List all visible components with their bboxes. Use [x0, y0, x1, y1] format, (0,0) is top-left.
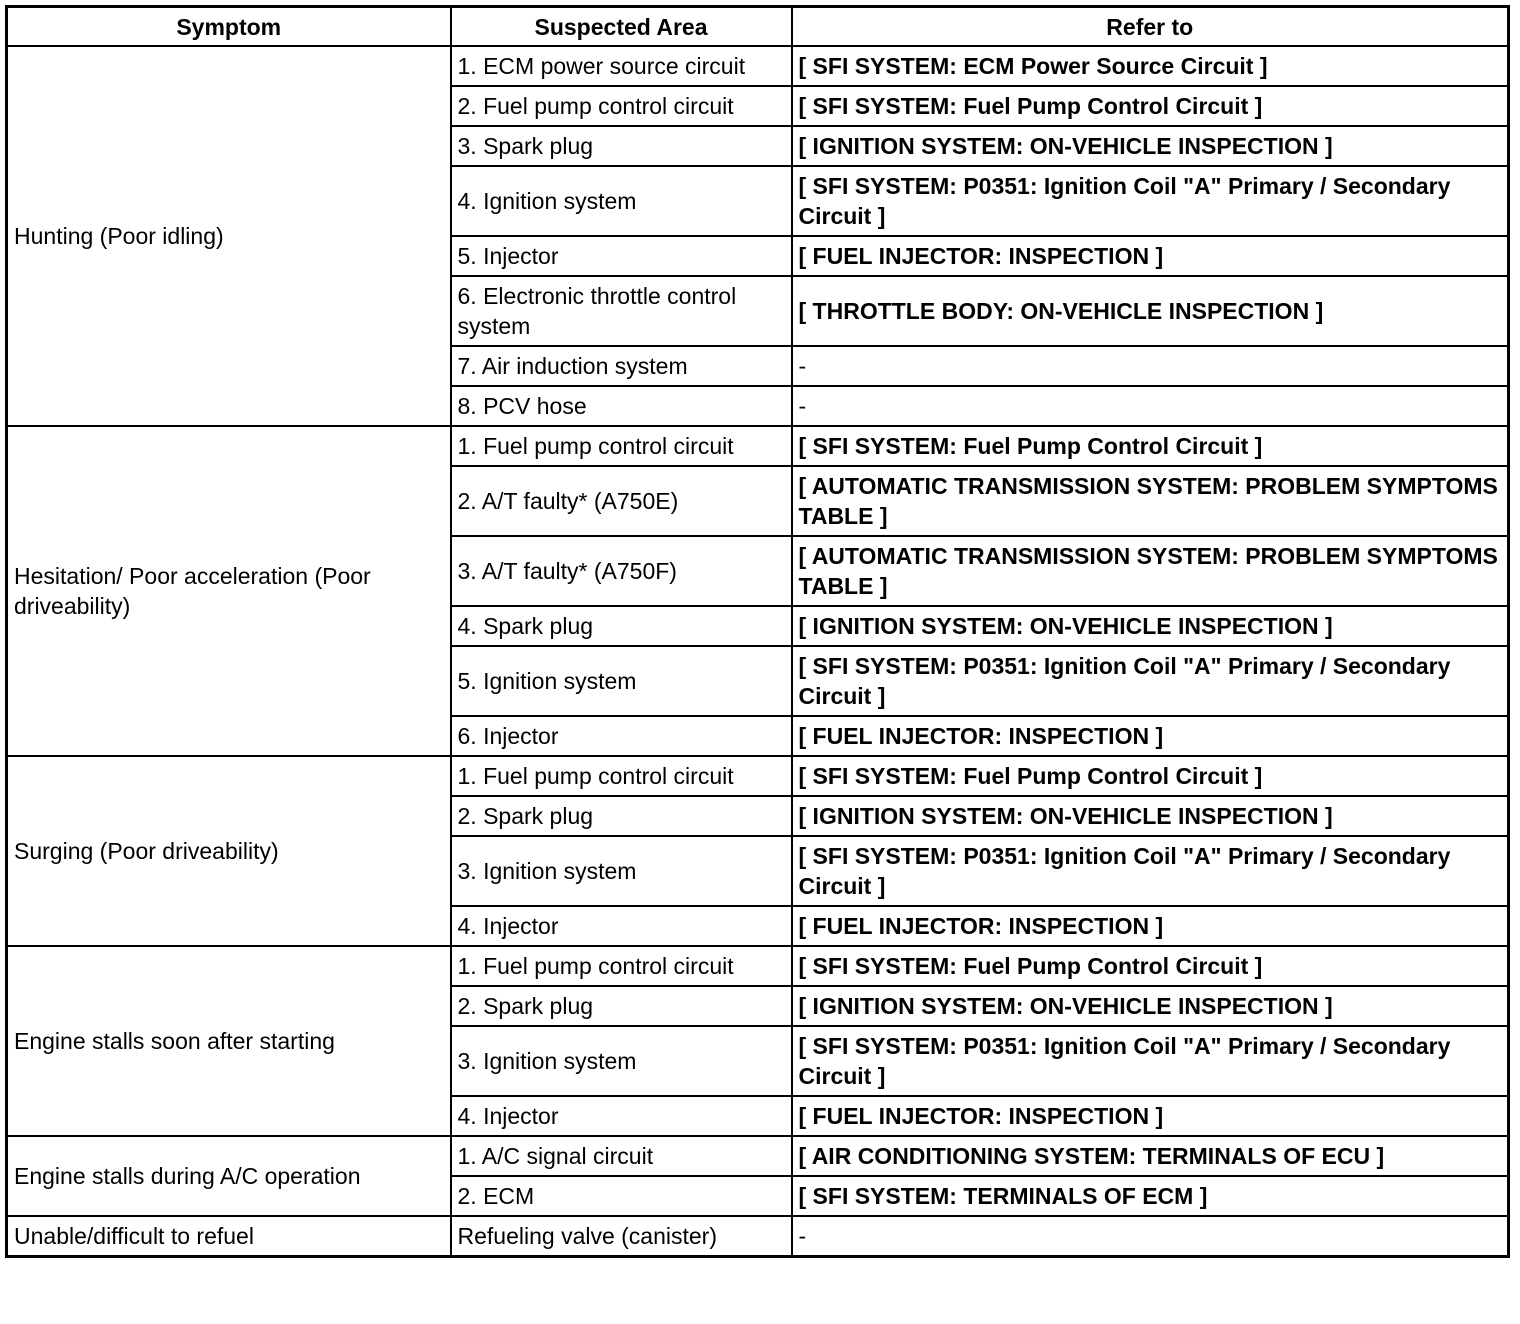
header-row — [7, 7, 1509, 47]
refer-to-none: - — [792, 386, 1509, 426]
suspected-area-cell: 2. Fuel pump control circuit — [451, 86, 792, 126]
refer-to-link[interactable]: [ FUEL INJECTOR: INSPECTION ] — [792, 906, 1509, 946]
refer-to-link[interactable]: [ FUEL INJECTOR: INSPECTION ] — [792, 1096, 1509, 1136]
refer-to-link[interactable]: [ IGNITION SYSTEM: ON-VEHICLE INSPECTION ] — [792, 986, 1509, 1026]
suspected-area-cell: 4. Ignition system — [451, 166, 792, 236]
suspected-area-cell: 1. Fuel pump control circuit — [451, 426, 792, 466]
header-suspected-area: Suspected Area — [451, 7, 792, 47]
header-symptom: Symptom — [7, 7, 451, 47]
refer-to-link[interactable]: [ SFI SYSTEM: TERMINALS OF ECM ] — [792, 1176, 1509, 1216]
table-row — [7, 1216, 1509, 1257]
table-row — [7, 46, 1509, 86]
suspected-area-cell: 4. Injector — [451, 1096, 792, 1136]
symptom-cell: Unable/difficult to refuel — [7, 1216, 451, 1257]
refer-to-link[interactable]: [ FUEL INJECTOR: INSPECTION ] — [792, 236, 1509, 276]
suspected-area-cell: Refueling valve (canister) — [451, 1216, 792, 1257]
refer-to-link[interactable]: [ SFI SYSTEM: ECM Power Source Circuit ] — [792, 46, 1509, 86]
refer-to-link[interactable]: [ SFI SYSTEM: Fuel Pump Control Circuit ] — [792, 426, 1509, 466]
symptom-cell: Hesitation/ Poor acceleration (Poor driveability) — [7, 426, 451, 756]
refer-to-link[interactable]: [ SFI SYSTEM: P0351: Ignition Coil "A" Primary / Secondary Circuit ] — [792, 836, 1509, 906]
suspected-area-cell: 6. Electronic throttle control system — [451, 276, 792, 346]
refer-to-link[interactable]: [ SFI SYSTEM: Fuel Pump Control Circuit ] — [792, 946, 1509, 986]
symptom-table-container — [5, 5, 1510, 1258]
refer-to-link[interactable]: [ AUTOMATIC TRANSMISSION SYSTEM: PROBLEM SYMPTOMS TABLE ] — [792, 536, 1509, 606]
table-row — [7, 426, 1509, 466]
suspected-area-cell: 3. Ignition system — [451, 836, 792, 906]
symptom-cell: Hunting (Poor idling) — [7, 46, 451, 426]
refer-to-link[interactable]: [ SFI SYSTEM: P0351: Ignition Coil "A" Primary / Secondary Circuit ] — [792, 166, 1509, 236]
refer-to-link[interactable]: [ IGNITION SYSTEM: ON-VEHICLE INSPECTION ] — [792, 126, 1509, 166]
suspected-area-cell: 1. Fuel pump control circuit — [451, 946, 792, 986]
suspected-area-cell: 5. Injector — [451, 236, 792, 276]
suspected-area-cell: 3. Ignition system — [451, 1026, 792, 1096]
refer-to-none: - — [792, 346, 1509, 386]
suspected-area-cell: 6. Injector — [451, 716, 792, 756]
suspected-area-cell: 8. PCV hose — [451, 386, 792, 426]
refer-to-none: - — [792, 1216, 1509, 1257]
suspected-area-cell: 2. A/T faulty* (A750E) — [451, 466, 792, 536]
table-body — [7, 46, 1509, 1257]
symptom-cell: Surging (Poor driveability) — [7, 756, 451, 946]
suspected-area-cell: 2. Spark plug — [451, 796, 792, 836]
refer-to-link[interactable]: [ AUTOMATIC TRANSMISSION SYSTEM: PROBLEM SYMPTOMS TABLE ] — [792, 466, 1509, 536]
header-refer-to: Refer to — [792, 7, 1509, 47]
suspected-area-cell: 7. Air induction system — [451, 346, 792, 386]
refer-to-link[interactable]: [ SFI SYSTEM: P0351: Ignition Coil "A" Primary / Secondary Circuit ] — [792, 646, 1509, 716]
suspected-area-cell: 1. Fuel pump control circuit — [451, 756, 792, 796]
refer-to-link[interactable]: [ SFI SYSTEM: Fuel Pump Control Circuit ] — [792, 756, 1509, 796]
refer-to-link[interactable]: [ SFI SYSTEM: P0351: Ignition Coil "A" Primary / Secondary Circuit ] — [792, 1026, 1509, 1096]
suspected-area-cell: 1. A/C signal circuit — [451, 1136, 792, 1176]
table-row — [7, 946, 1509, 986]
suspected-area-cell: 3. Spark plug — [451, 126, 792, 166]
suspected-area-cell: 2. Spark plug — [451, 986, 792, 1026]
refer-to-link[interactable]: [ FUEL INJECTOR: INSPECTION ] — [792, 716, 1509, 756]
problem-symptoms-table — [5, 5, 1510, 1258]
suspected-area-cell: 1. ECM power source circuit — [451, 46, 792, 86]
refer-to-link[interactable]: [ SFI SYSTEM: Fuel Pump Control Circuit ] — [792, 86, 1509, 126]
suspected-area-cell: 5. Ignition system — [451, 646, 792, 716]
suspected-area-cell: 2. ECM — [451, 1176, 792, 1216]
suspected-area-cell: 4. Spark plug — [451, 606, 792, 646]
symptom-cell: Engine stalls soon after starting — [7, 946, 451, 1136]
suspected-area-cell: 3. A/T faulty* (A750F) — [451, 536, 792, 606]
table-row — [7, 756, 1509, 796]
refer-to-link[interactable]: [ IGNITION SYSTEM: ON-VEHICLE INSPECTION ] — [792, 606, 1509, 646]
refer-to-link[interactable]: [ IGNITION SYSTEM: ON-VEHICLE INSPECTION ] — [792, 796, 1509, 836]
refer-to-link[interactable]: [ THROTTLE BODY: ON-VEHICLE INSPECTION ] — [792, 276, 1509, 346]
table-row — [7, 1136, 1509, 1176]
refer-to-link[interactable]: [ AIR CONDITIONING SYSTEM: TERMINALS OF ECU ] — [792, 1136, 1509, 1176]
suspected-area-cell: 4. Injector — [451, 906, 792, 946]
symptom-cell: Engine stalls during A/C operation — [7, 1136, 451, 1216]
